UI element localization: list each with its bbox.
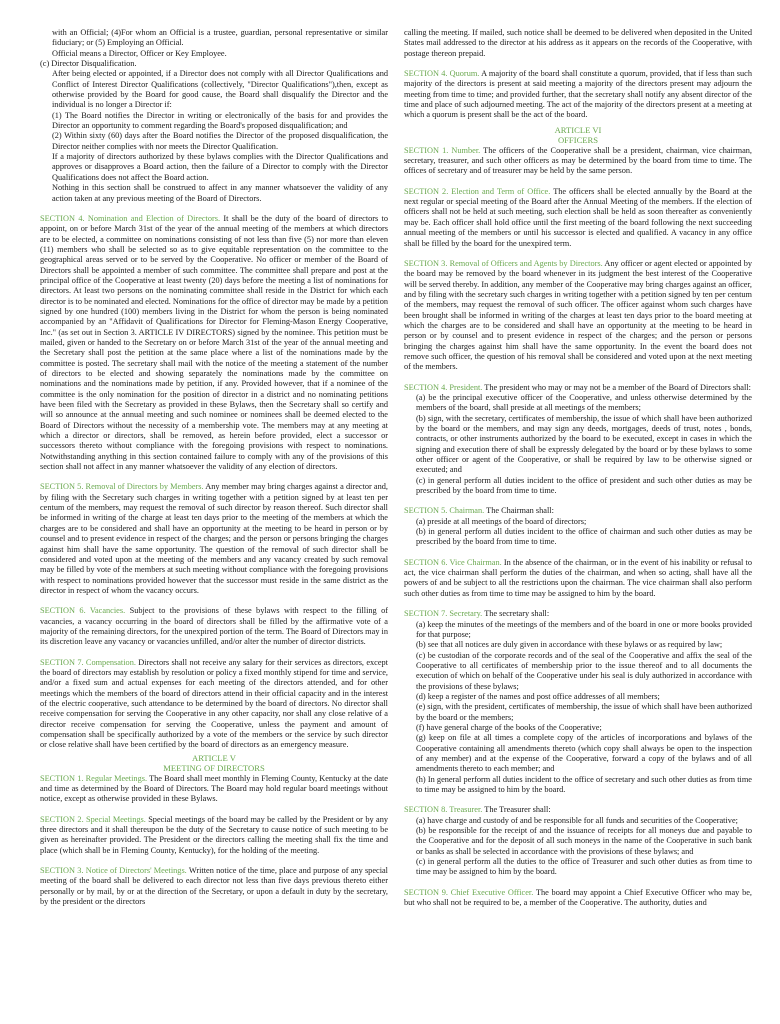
- intro-paragraph: Official means a Director, Officer or Key Employee.: [52, 48, 227, 58]
- subsection-heading: (c) Director Disqualification.: [40, 59, 137, 69]
- intro-paragraph: with an Official; (4)For whom an Official is a trustee, guardian, personal representative or similar fiduciary; or (5) Employing an Official.: [52, 28, 388, 48]
- section-heading: SECTION 3. Removal of Officers and Agents by Directors.: [404, 258, 603, 268]
- section-number: [404, 146, 752, 177]
- list-item: (a) keep the minutes of the meetings of the members and of the board in one or more books provided for that purpose;: [416, 619, 752, 639]
- section-secretary: [404, 609, 752, 619]
- list-item: (b) be responsible for the receipt of and the issuance of receipts for all moneys due and payable to the Cooperative and for the deposit of all such moneys in the name of the Cooperative in such bank or banks as shall be selected in accordance with the provisions of these bylaws; and: [416, 826, 752, 856]
- article-v-header: [40, 753, 388, 774]
- list-item: (h) In general perform all duties incident to the office of secretary and such other duties as from time to time may be assigned to him by the board.: [416, 774, 752, 794]
- section-body: The board may appoint a Chief Executive Officer who may be, but who shall not be required to be, a member of the Cooperative. The authority, duties and: [404, 887, 752, 908]
- section-special-meetings: [40, 815, 388, 856]
- section-heading: SECTION 6. Vacancies.: [40, 606, 126, 616]
- treasurer-duties-list: [404, 816, 752, 878]
- article-subtitle: MEETING OF DIRECTORS: [163, 763, 265, 774]
- subsection-tail: Nothing in this section shall be construed to affect in any manner whatsoever the validity of any action taken at any previous meeting of the Board of Directors.: [52, 183, 388, 203]
- section-heading: SECTION 8. Treasurer.: [404, 805, 483, 815]
- section-heading: SECTION 3. Notice of Directors' Meetings.: [40, 866, 187, 876]
- section-regular-meetings: [40, 774, 388, 805]
- chairman-duties-list: [404, 517, 752, 548]
- section-body: The officers of the Cooperative shall be a president, chairman, vice chairman, secretary, treasurer, and such other officers as may be determined by the board from time to time. The offices of secretary and of treasurer may be held by the same person.: [404, 145, 752, 176]
- section-compensation: [40, 658, 388, 751]
- section-body: The president who may or may not be a member of the Board of Directors shall:: [484, 382, 751, 392]
- section-heading: SECTION 9. Chief Executive Officer.: [404, 887, 534, 897]
- section-body: Any member may bring charges against a director and, by filing with the Secretary such charges in writing together with a petition signed by at least ten per centum of the members, may request the removal of such director by reason thereof. Such director shall be informed in writing of the charge at least ten days prior to the meeting of the members at which the charges are to be considered and shall have an opportunity at the meeting to be heard in person or by counsel and to present evidence in respect of the charges; and the person or persons bringing the charges against him shall have the same opportunity. The question of the removal of such director shall be considered and voted upon at the meeting of the members and any vacancy created by such removal may be filled by vote of the members at such meeting without compliance with the foregoing provisions with respect to nominations provided however that the successor must reside in the same district as the director in respect of whom the vacancy occurs.: [40, 482, 388, 595]
- section-body: Special meetings of the board may be called by the President or by any three directors and it shall thereupon be the duty of the Secretary to cause notice of such meeting to be given as hereinafter provided. The President or the directors calling the meeting shall fix the time and place (which shall be in Fleming County, Kentucky), for the holding of the meeting.: [40, 814, 388, 855]
- list-item: (g) keep on file at all times a complete copy of the articles of incorporations and bylaws of the Cooperative containing all amendments thereto (which copy shall always be open to the inspection of any member) and at the expense of the Cooperative, forward a copy of the bylaws and of all amendments thereto to each member; and: [416, 733, 752, 774]
- section-heading: SECTION 4. President.: [404, 382, 483, 392]
- section-body: The secretary shall:: [484, 609, 550, 619]
- section-heading: SECTION 2. Election and Term of Office.: [404, 186, 551, 196]
- list-item: (e) sign, with the president, certificates of membership, the issue of which shall have been authorized by the board or the members;: [416, 702, 752, 722]
- article-subtitle: OFFICERS: [557, 135, 599, 146]
- secretary-duties-list: [404, 620, 752, 796]
- list-item: (b) see that all notices are duly given in accordance with these bylaws or as required by law;: [416, 640, 723, 650]
- section-heading: SECTION 7. Compensation.: [40, 657, 136, 667]
- section-treasurer: [404, 805, 752, 815]
- section-election-term: [404, 187, 752, 249]
- subsection-body: After being elected or appointed, if a Director does not comply with all Director Qualifications and Conflict of Interest Director Qualifications (collectively, "Director Qualifications"),then, except as otherwise provided by the Board for good cause, the Board shall disqualify the Director and the individual is no longer a Director if:: [52, 69, 388, 110]
- section-body: Directors shall not receive any salary for their services as directors, except the board of directors may establish by resolution or policy a fixed monthly stipend for time and service, and/or a fixed sum and actual expenses for each meeting of the directors attended, and for other meetings which the members of the board of directors attend in their official capacity and in the interest of the electric cooperative, such attendance to be determined by the board of directors. No director shall receive compensation for serving the Cooperative in any other capacity, nor shall any close relative of a director receive compensation for serving the Cooperative, unless the payment and amount of compensation shall be specifically authorized by a vote of the members or the service by such director or close relative shall have been certified by the board of directors as an emergency measure.: [40, 657, 388, 750]
- list-item: (d) keep a register of the names and post office addresses of all members;: [416, 691, 660, 701]
- section-body: The Board shall meet monthly in Fleming County, Kentucky at the date and time as determined by the Board of Directors. The Board may hold regular board meetings without notice, except as otherwise provided in these Bylaws.: [40, 773, 388, 804]
- section-vice-chairman: [404, 558, 752, 599]
- left-column: [40, 28, 388, 1014]
- list-item: (c) in general perform all duties incident to the office of president and such other duties as may be prescribed by the board from time to time.: [416, 475, 752, 496]
- list-item: (c) be custodian of the corporate records and of the seal of the Cooperative and affix the seal of the Cooperative to all certificates of membership prior to the issue thereof and to all documents the execution of which on behalf of the Cooperative under his seal is duly authorized in accordance with the provisions of these bylaws;: [416, 650, 752, 691]
- list-item: (c) in general perform all the duties to the office of Treasurer and such other duties as from time to time may be assigned to him by the board.: [416, 857, 752, 877]
- section-removal-directors: [40, 482, 388, 596]
- president-duties-list: [404, 393, 752, 496]
- section-heading: SECTION 1. Regular Meetings.: [40, 773, 148, 783]
- section-body: Any officer or agent elected or appointed by the board may be removed by the board whenever in its judgment the best interest of the Cooperative will be served thereby. In addition, any member of the Cooperative may bring charges against an officer, and by filing with the secretary such charges in writing together with a petition signed by ten per centum of the members, may request the removal of such officer. The officer against whom such charges have been brought shall be informed in writing of the charges at least ten days prior to the board meeting at which the charges are to be considered and shall have an opportunity at the meeting to be heard in person or by counsel and to present evidence in respect of the charges; and the person or persons bringing the charges against him shall have the same opportunity. In the event the board does not remove such officer, the question of his removal shall be considered and voted upon at the next meeting of the members.: [404, 258, 752, 372]
- section-vacancies: [40, 606, 388, 647]
- subsection-tail: If a majority of directors authorized by these bylaws complies with the Director Qualifications and approves or disapproves a Board action, then the failure of a Director to comply with the Director Qualifications does not affect the Board action.: [52, 152, 388, 182]
- section-ceo: [404, 888, 752, 909]
- section-body: In the absence of the chairman, or in the event of his inability or refusal to act, the vice chairman shall perform the duties of the chairman, and when so acting, shall have all the powers of and be subject to all the restrictions upon the chairman. The vice chairman shall also perform such other duties as from time to time may be assigned to him by the board.: [404, 557, 752, 598]
- section-body: Written notice of the time, place and purpose of any special meeting of the board shall be delivered to each director not less than five days previous thereto either personally or by mail, by or at the direction of the Secretary, or upon a default in duty by the secretary, by the president or the directors: [40, 866, 388, 907]
- article-title: ARTICLE VI: [554, 124, 602, 135]
- list-item: (a) preside at all meetings of the board of directors;: [416, 516, 587, 526]
- section-notice-meetings: [40, 866, 388, 907]
- section-heading: SECTION 4. Quorum.: [404, 69, 480, 79]
- list-item: (b) in general perform all duties incident to the office of chairman and such other duties as may be prescribed by the board from time to time.: [416, 527, 752, 547]
- section-removal-officers: [404, 259, 752, 373]
- section-nomination: [40, 214, 388, 473]
- subsection-item: (1) The Board notifies the Director in writing or electronically of the basis for and provides the Director an opportunity to comment regarding the Board's proposed disqualification; and: [52, 110, 388, 131]
- section-heading: SECTION 7. Secretary.: [404, 609, 483, 619]
- section-heading: SECTION 4. Nomination and Election of Directors.: [40, 213, 221, 223]
- section-quorum: [404, 69, 752, 121]
- section-body: The Treasurer shall:: [484, 805, 551, 815]
- section-body: It shall be the duty of the board of directors to appoint, on or before March 31st of the year of the annual meeting of the members at which directors are to be elected, a committee on nominations consisting of not less than five (5) nor more than eleven (11) members who shall be selected so as to give equitable representation on the committee to the geographical areas served or to be served by the Cooperative. No officer or member of the Board of Directors shall be appointed a member of such committee. The committee shall prepare and post at the principal office of the Cooperative at least twenty (20) days before the meeting a list of nominations for directors. At least two persons on the nominating committee shall reside in the District for which each director is to be nominated and elected. Nominations for the office of director may be made by a petition signed by one hundred (100) members living in the District for whom the person is being nominated accompanied by an "Affidavit of Qualifications for Director for Fleming-Mason Energy Cooperative, Inc." (as set out in Section 3. ARTICLE IV DIRECTORS) signed by the nominee. This petition must be mailed, given or handed to the Secretary on or before March 31st of the year of the annual meeting and the Secretary shall post the petition at the same place where a list of the nominations made by the committee is posted. The secretary shall mail with the notice of the meeting a statement of the number of directors to be elected and showing separately the nominations made by the committee on nominations and the nominations made by petition, if any. Provided however, that if a nominee of the committee is the only nomination for the position of director in a district and no nominating petitions have been filed with the Secretary as provided in these Bylaws, then the Secretary shall so certify and will so announce at the annual meeting and such nominee or nominees shall be deemed elected to the Board of Directors without the necessity of a membership vote. The members may at any meeting at which a director or directors, shall be removed, as herein before provided, elect a successor or successors thereto without compliance with the foregoing provisions with respect to nominations. Notwithstanding anything in this section contained failure to comply with any of the provisions of this section shall not affect in any manner whatsoever the validity of any election of directors.: [40, 213, 388, 472]
- section-heading: SECTION 2. Special Meetings.: [40, 814, 146, 824]
- list-item: (f) have general charge of the books of the Cooperative;: [416, 722, 602, 732]
- article-title: ARTICLE V: [192, 752, 236, 763]
- list-item: (a) be the principal executive officer of the Cooperative, and unless otherwise determined by the members of the board, shall preside at all meetings of the members;: [416, 392, 752, 413]
- list-item: (b) sign, with the secretary, certificates of membership, the issue of which shall have been authorized by the board or the members, and may sign any deeds, mortgages, deeds of trust, notes , bonds, contracts, or other instruments authorized by the board to be executed, except in cases in which the signing and execution there of shall be expressly delegated by the board or by these bylaws to some other officer or agent of the Cooperative, or shall be required by law to be otherwise signed or executed; and: [416, 413, 752, 475]
- section-body: Subject to the provisions of these bylaws with respect to the filling of vacancies, a vacancy occurring in the board of directors shall be filled by the affirmative vote of a majority of the remaining directors, for the unexpired portion of the term. The Board of Directors may in its discretion leave any vacancy or vacancies unfilled, and/or alter the number of director districts.: [40, 606, 388, 647]
- right-column: [404, 28, 752, 1014]
- subsection-item: (2) Within sixty (60) days after the Board notifies the Director of the proposed disqualification, the Director neither complies with nor meets the Director Qualification.: [52, 131, 388, 151]
- section-heading: SECTION 6. Vice Chairman.: [404, 557, 502, 567]
- list-item: (a) have charge and custody of and be responsible for all funds and securities of the Cooperative;: [416, 815, 738, 825]
- article-vi-header: [404, 125, 752, 146]
- section-heading: SECTION 1. Number.: [404, 145, 481, 155]
- continuation-paragraph: calling the meeting. If mailed, such notice shall be deemed to be delivered when deposited in the United States mail addressed to the director at his address as it appears on the records of the Cooperative, with postage thereon prepaid.: [404, 28, 752, 58]
- section-heading: SECTION 5. Chairman.: [404, 506, 485, 516]
- section-chairman: [404, 506, 752, 516]
- section-body: The Chairman shall:: [486, 506, 554, 516]
- section-president: [404, 383, 752, 393]
- section-body: The officers shall be elected annually by the Board at the next regular or special meeting of the Board after the Annual Meeting of the members. If the election of officers shall not be held at such meeting, such election shall be held as soon thereafter as conveniently may be. Each officer shall hold office until the first meeting of the board following the next succeeding annual meeting of the members or until his successor is elected and qualified. A vacancy in any office shall be filled by the board for the unexpired term.: [404, 186, 752, 248]
- section-body: A majority of the board shall constitute a quorum, provided, that if less than such majority of the directors is present at said meeting a majority of the directors present may adjourn the meeting from time to time; and provided further, that the secretary shall notify any absent director of the time and place of such adjourned meeting. The act of the majority of the directors present at a meeting at which a quorum is present shall be the act of the board.: [404, 69, 752, 120]
- section-heading: SECTION 5. Removal of Directors by Members.: [40, 482, 204, 492]
